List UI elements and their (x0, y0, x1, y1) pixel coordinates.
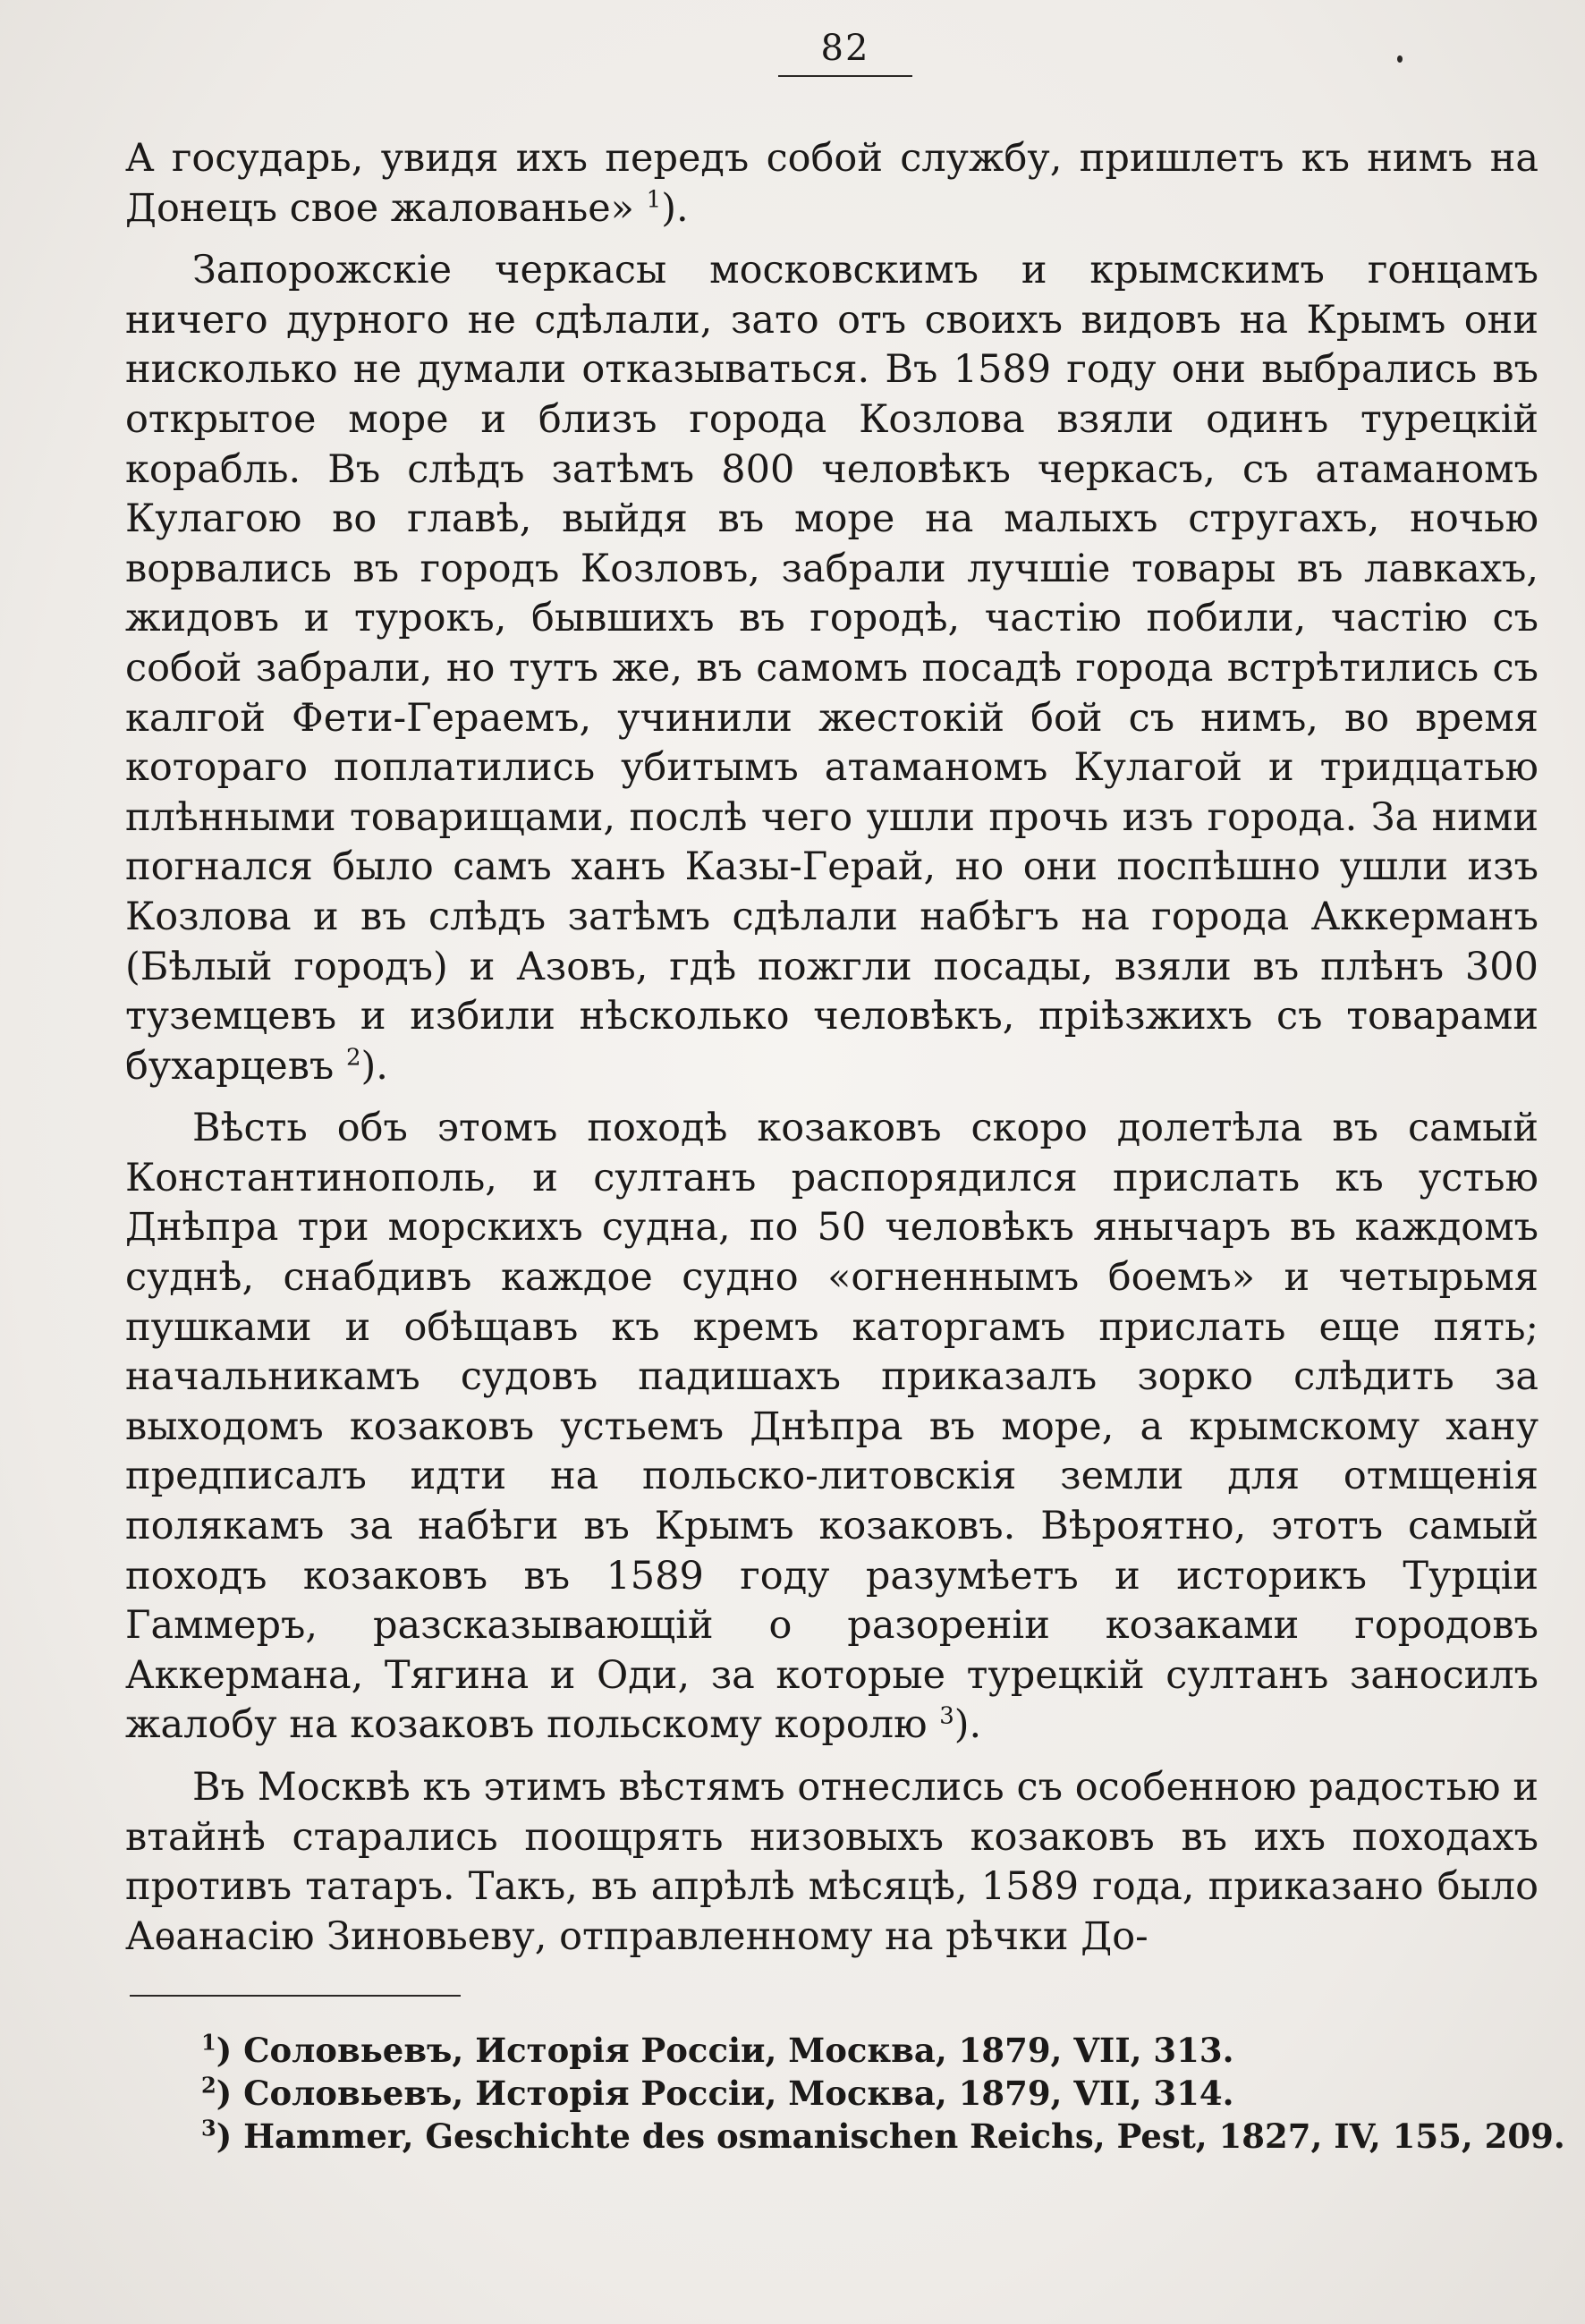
footnote-ref: 2 (345, 1044, 361, 1072)
footnote-1 (201, 2029, 1543, 2072)
paragraph-text: Запорожскіе черкасы московскимъ и крымскимъ гонцамъ ничего дурного не сдѣлали, зато отъ своихъ видовъ на Крымъ они нисколько не думали отказываться. Въ 1589 году они выбрались въ открытое море и близъ города Козлова взяли одинъ турецкій корабль. Въ слѣдъ затѣмъ 800 человѣкъ черкасъ, съ атаманомъ Кулагою во главѣ, выйдя въ море на малыхъ стругахъ, ночью ворвались въ городъ Козловъ, забрали лучшіе товары въ лавкахъ, жидовъ и турокъ, бывшихъ въ городѣ, частію побили, частію съ собой забрали, но тутъ же, въ самомъ посадѣ города встрѣтились съ калгой Фети-Гераемъ, учинили жестокій бой съ нимъ, во время котораго поплатились убитымъ атаманомъ Кулагой и тридцатью плѣнными товарищами, послѣ чего ушли прочь изъ города. За ними погнался было самъ ханъ Казы-Герай, но они поспѣшно ушли изъ Козлова и въ слѣдъ затѣмъ сдѣлали набѣгъ на города Аккерманъ (Бѣлый городъ) и Азовъ, гдѣ пожгли посады, взяли въ плѣнъ 300 туземцевъ и избили нѣсколько человѣкъ, пріѣзжихъ съ товарами бухарцевъ (125, 248, 1538, 1089)
paragraph-4 (125, 1763, 1538, 1962)
footnote-2 (201, 2072, 1543, 2115)
footnotes (201, 2029, 1565, 2158)
paragraph-tail: ). (360, 1043, 388, 1089)
paragraph-text: Въ Москвѣ къ этимъ вѣстямъ отнеслись съ особенною радостью и втайнѣ старались поощрять низовыхъ козаковъ въ ихъ походахъ противъ татаръ. Такъ, въ апрѣлѣ мѣсяцѣ, 1589 года, приказано было Аѳанасію Зиновьеву, отправленному на рѣчки До- (125, 1765, 1538, 1959)
paragraph-tail: ). (954, 1702, 982, 1748)
paragraph-text: А государь, увидя ихъ передъ собой службу, пришлетъ къ нимъ на Донецъ свое жалованье» (125, 136, 1538, 231)
paragraph-tail: ). (661, 185, 689, 231)
header-rule (778, 75, 912, 77)
paragraph-3 (125, 1104, 1538, 1751)
footnote-3 (201, 2115, 1565, 2158)
footnote-ref: 3 (939, 1703, 954, 1731)
paragraph-text: Вѣсть объ этомъ походѣ козаковъ скоро долетѣла въ самый Константинополь, и султанъ распорядился прислать къ устью Днѣпра три морскихъ судна, по 50 человѣкъ янычаръ въ каждомъ суднѣ, снабдивъ каждое судно «огненнымъ боемъ» и четырьмя пушками и обѣщавъ къ кремъ каторгамъ прислать еще пять; начальникамъ судовъ падишахъ приказалъ зорко слѣдить за выходомъ козаковъ устьемъ Днѣпра въ море, а крымскому хану предписалъ идти на польско-литовскія земли для отмщенія полякамъ за набѣги въ Крымъ козаковъ. Вѣроятно, этотъ самый походъ козаковъ въ 1589 году разумѣетъ и историкъ Турціи Гаммеръ, разсказывающій о разореніи козаками городовъ Аккермана, Тягина и Оди, за которые турецкій султанъ заносилъ жалобу на козаковъ польскому королю (125, 1106, 1538, 1748)
print-speck (1397, 55, 1403, 63)
footnote-rule (130, 1995, 461, 1997)
main-text (125, 134, 1538, 1962)
footnote-text: ) Hammer, Geschichte des osmanischen Reichs, Pest, 1827, IV, 155, 209. (216, 2116, 1565, 2156)
page-number: 82 (820, 28, 870, 69)
footnote-marker: 3 (201, 2115, 216, 2142)
footnote-marker: 1 (201, 2029, 216, 2056)
footnote-text: ) Соловьевъ, Исторія Россіи, Москва, 1879, VII, 313. (216, 2031, 1234, 2070)
paragraph-2 (125, 246, 1538, 1091)
footnote-text: ) Соловьевъ, Исторія Россіи, Москва, 1879, VII, 314. (216, 2074, 1234, 2113)
paragraph-1 (125, 134, 1538, 233)
footnote-marker: 2 (201, 2072, 216, 2099)
footnote-ref: 1 (646, 186, 662, 214)
